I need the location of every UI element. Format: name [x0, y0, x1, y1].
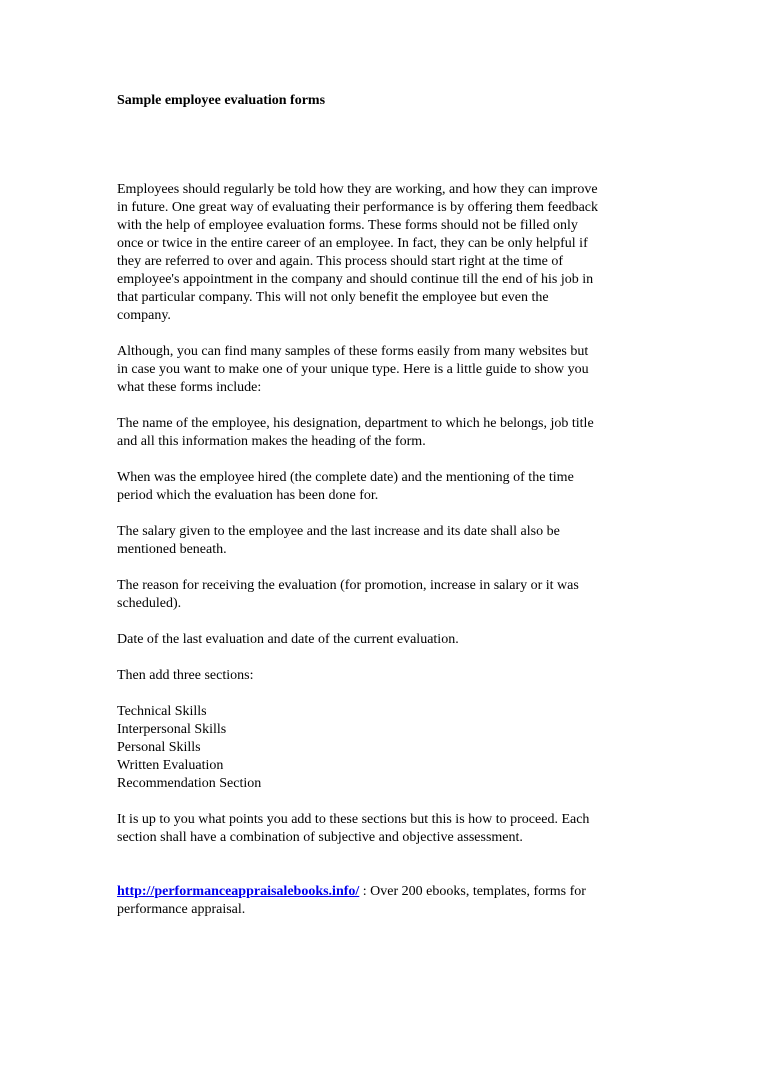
paragraph-link — [117, 883, 657, 919]
paragraph-sections-intro — [117, 667, 657, 685]
text-line: employee's appointment in the company and should continue till the end of his job in — [117, 272, 594, 287]
document-title: Sample employee evaluation forms — [117, 93, 326, 108]
list-item: Written Evaluation — [117, 758, 224, 773]
paragraph-reason — [117, 577, 657, 613]
text-line: what these forms include: — [117, 380, 262, 395]
text-line: that particular company. This will not only benefit the employee but even the — [117, 290, 549, 305]
link-line — [117, 883, 657, 901]
text-line: in case you want to make one of your unique type. Here is a little guide to show you — [117, 362, 589, 377]
list-item: Recommendation Section — [117, 776, 262, 791]
text-line: mentioned beneath. — [117, 542, 227, 557]
text-line: The name of the employee, his designation, department to which he belongs, job title — [117, 416, 594, 431]
paragraph-salary — [117, 523, 657, 559]
text-line: and all this information makes the heading of the form. — [117, 434, 426, 449]
link-description: : Over 200 ebooks, templates, forms for — [359, 884, 586, 899]
text-line: The salary given to the employee and the last increase and its date shall also be — [117, 524, 560, 539]
performance-appraisal-link[interactable]: http://performanceappraisalebooks.info/ — [117, 884, 360, 899]
text-line: in future. One great way of evaluating their performance is by offering them feedback — [117, 200, 598, 215]
paragraph-intro — [117, 181, 657, 325]
sections-list — [117, 703, 657, 793]
text-line: scheduled). — [117, 596, 182, 611]
text-line: period which the evaluation has been done for. — [117, 488, 379, 503]
text-line: company. — [117, 308, 171, 323]
paragraph-heading-info — [117, 415, 657, 451]
text-line: Date of the last evaluation and date of the current evaluation. — [117, 632, 459, 647]
text-line: they are referred to over and again. This process should start right at the time of — [117, 254, 564, 269]
document-body — [117, 181, 657, 937]
paragraph-closing — [117, 811, 657, 847]
text-line: Although, you can find many samples of these forms easily from many websites but — [117, 344, 589, 359]
list-item: Interpersonal Skills — [117, 722, 227, 737]
paragraph-dates — [117, 631, 657, 649]
text-line: with the help of employee evaluation forms. These forms should not be filled only — [117, 218, 578, 233]
text-line: once or twice in the entire career of an employee. In fact, they can be only helpful if — [117, 236, 588, 251]
text-line: section shall have a combination of subjective and objective assessment. — [117, 830, 523, 845]
list-item: Technical Skills — [117, 704, 207, 719]
list-item: Personal Skills — [117, 740, 201, 755]
text-line: It is up to you what points you add to these sections but this is how to proceed. Each — [117, 812, 590, 827]
text-line: The reason for receiving the evaluation (for promotion, increase in salary or it was — [117, 578, 579, 593]
text-line: performance appraisal. — [117, 902, 246, 917]
paragraph-hire-date — [117, 469, 657, 505]
text-line: When was the employee hired (the complete date) and the mentioning of the time — [117, 470, 574, 485]
paragraph-guide — [117, 343, 657, 397]
text-line: Then add three sections: — [117, 668, 254, 683]
text-line: Employees should regularly be told how they are working, and how they can improve — [117, 182, 598, 197]
